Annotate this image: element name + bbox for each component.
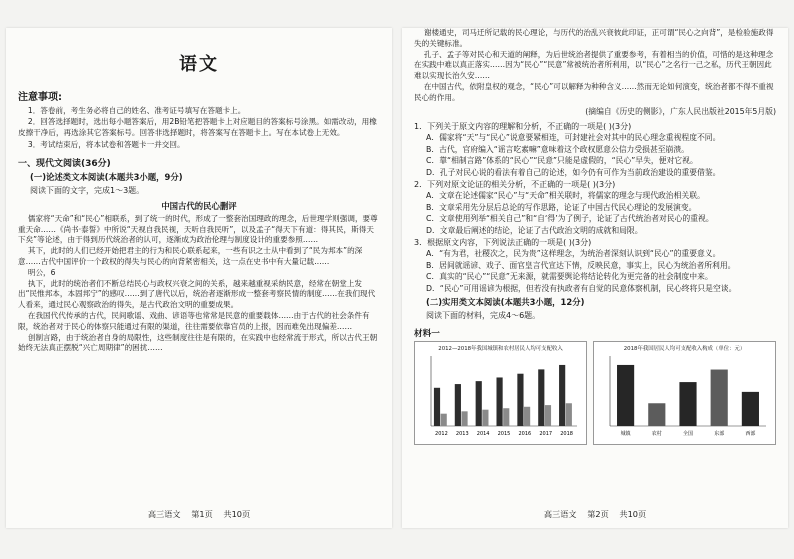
bar [476, 382, 482, 427]
notice-3: 3．考试结束后，将本试卷和答题卡一并交回。 [27, 139, 185, 149]
x-tick-label: 全国 [683, 431, 694, 438]
read-prompt: 阅读下面的文字，完成1～3题。 [30, 185, 145, 195]
bar [559, 365, 565, 426]
bar [455, 385, 461, 427]
footer-page: 第1页 [191, 509, 213, 519]
x-tick-label: 2014 [476, 431, 490, 438]
bar [545, 406, 551, 427]
x-tick-label: 2018 [560, 431, 573, 438]
article-paragraph: 在中国古代，依附皇权的观念，“民心”可以解释为种种含义……然而无论如何演变，统治者都不得不重视民心的作用。 [414, 81, 774, 102]
bar [496, 378, 502, 427]
bar [441, 414, 447, 426]
bar [566, 404, 572, 427]
footer-subject: 高三语文 [147, 509, 181, 519]
x-tick-label: 2013 [455, 431, 469, 438]
question-2-option-d: D．文章最后阐述的结论，论证了古代政治文明的成就和局限。 [426, 225, 643, 235]
read-prompt-2: 阅读下面的材料，完成4～6题。 [426, 311, 541, 321]
question-1-option-c: C．靠“相制言路”体系的“民心”“民意”只能是虚假的，“民心”早失，便对它视。 [426, 156, 698, 166]
x-tick-label: 2012 [435, 431, 448, 438]
bar [434, 388, 440, 426]
question-1-option-d: D．孔子对民心说的看法有着自己的论述，如今仍有可作为当前政治建设的重要借鉴。 [426, 167, 721, 177]
article-paragraph: 创制言路，由于统治者自身的局限性，这些制度往往是有限的，在实践中也经常流于形式，所以古代王朝始终无法真正摆脱“兴亡周期律”的困扰…… [18, 332, 378, 353]
chart-1 [414, 341, 587, 445]
question-3-option-d: D．“民心”可用谣谚为根据，但若没有执政者有自觉的民意体察机制，民心终将只是空谈。 [426, 283, 737, 293]
question-2-option-b: B．文章采用先分层后总论的写作思路，论证了中国古代民心理论的发展演变。 [426, 202, 697, 212]
bar [742, 392, 759, 426]
article-paragraph: 谢楼通史，司马迁所记载的民心理论，与历代的治乱兴衰彼此印证，正可谓“民心之向背”，是检验施政得失的关键标准。 [414, 28, 774, 48]
x-tick-label: 西部 [745, 431, 756, 438]
question-2-stem: 2．下列对原文论证的相关分析，不正确的一项是( )(3分) [414, 179, 616, 189]
question-1-option-a: A．儒家将“天”与“民心”说意要紧相连，可封建社会对其中的民心理念重视程度不同。 [426, 133, 721, 143]
question-2-option-a: A．文章在论述儒家“民心”与“天命”相关联时，将儒家的理念与现代政治相关联。 [426, 191, 705, 201]
notice-2: 2．回答选择题时，选出每小题答案后，用2B铅笔把答题卡上对应题目的答案标号涂黑。如需改动，用橡皮擦干净后，再选涂其它答案标号。回答非选择题时，将答案写在答题卡上。写在本试卷上无效。 [18, 117, 377, 138]
bar [617, 365, 634, 426]
x-tick-label: 2016 [518, 431, 532, 438]
footer-total: 共10页 [223, 509, 251, 519]
material-label: 材料一 [414, 329, 440, 340]
footer-page: 第2页 [587, 509, 609, 519]
article-title: 中国古代的民心删评 [161, 200, 237, 211]
page-footer [402, 509, 788, 520]
subsection-2-heading: (二)实用类文本阅读(本题共3小题，12分) [426, 297, 585, 308]
exam-title: 语文 [179, 54, 219, 75]
chart-2-title: 2018年我国居民人均可支配收入构成（单位：元） [623, 346, 746, 353]
x-tick-label: 东部 [714, 431, 725, 438]
article-paragraph: 儒家将“天命”和“民心”相联系，到了统一的时代，形成了一整套治国理政的理念，后世理学则强调，要尊重天命……《尚书·泰誓》中所说“天视自我民视，天听自我民听”，以及孟子“得天下有道：得其民，斯得天下矣”等论述，由于得到历代统治者的认可，逐渐成为政治伦理与制度设计的重要参照…… [18, 213, 378, 245]
subsection-heading: (一)论述类文本阅读(本题共3小题，9分) [30, 171, 183, 182]
article-paragraph: 执下，此时的统治者们不断总结民心与政权兴衰之间的关系，越来越重视采纳民意，经常在朝堂上发出“民惟邦本，本固邦宁”的感叹……到了唐代以后，统治者逐渐形成一整套考察民情的制度……在我们现代人看来，通过民心观察政治的得失，是古代政治文明的重要成果。 [18, 278, 376, 310]
x-tick-label: 2015 [497, 431, 511, 438]
bar [517, 374, 523, 426]
question-3-stem: 3．根据原文内容，下列说法正确的一项是( )(3分) [414, 237, 592, 247]
bar [679, 383, 696, 427]
article-source: (摘编自《历史的侧影》，广东人民出版社2015年5月版) [585, 106, 776, 116]
chart-area [414, 341, 776, 445]
question-3-option-b: B．居间就谣谚、戏子、面官皇言代宣达下情，反映民意，事实上，民心为统治者所利用。 [426, 260, 736, 270]
right-column [414, 28, 776, 500]
question-1-stem: 1．下列关于原文内容的理解和分析，不正确的一项是( )(3分) [414, 121, 632, 131]
bar [503, 409, 509, 427]
bar [461, 412, 467, 427]
bar [648, 404, 665, 427]
bar [538, 370, 544, 427]
bar [524, 407, 530, 426]
x-tick-label: 城镇 [620, 431, 631, 438]
section-heading: 一、现代文阅读(36分) [18, 158, 111, 169]
x-tick-label: 农村 [651, 431, 662, 438]
question-3-option-c: C．真实的“民心”“民意”无来源，就需要舆论将结论转化为更完备的社会制度中来。 [426, 272, 713, 282]
x-tick-label: 2017 [539, 431, 553, 438]
left-column [18, 28, 380, 500]
question-3-option-a: A．“有为君，社稷次之，民为贵”这样理念，为统治者深刻认识到“民心”的重要意义。 [426, 249, 721, 259]
chart-2 [593, 341, 776, 445]
page-left [6, 28, 392, 528]
article-paragraph: 孔子、孟子等对民心和天道的阐释，为后世统治者提供了重要参考，有着相当的价值，可惜的是这种理念在实践中难以真正落实……因为“民心”“民意”常被统治者所利用，以“民心”之名行一己之私，历代王朝因此难以实现长治久安…… [414, 49, 774, 81]
page-footer [6, 509, 392, 520]
article-paragraph: 在我国代代传承的古代，民间歌谣、戏曲、谚语等也常常是民意的重要载体……由于古代的社会条件有限，统治者对于民心的体察只能通过有限的渠道，往往需要依靠官员的上报，因而难免出现偏差…… [18, 310, 370, 331]
question-1-option-b: B．古代，官府编入“谣言吃素嘛”意味着这个政权愿意公信力受损甚至崩溃。 [426, 144, 689, 154]
article-paragraph: 明公，6 [27, 267, 56, 277]
chart-2-svg [596, 352, 770, 438]
notice-heading: 注意事项: [18, 92, 62, 103]
page-right [402, 28, 788, 528]
footer-subject: 高三语文 [543, 509, 577, 519]
article-paragraph: 其下，此时的人们已经开始把君主的行为和民心联系起来，一些有识之士从中看到了“民为邦本”的深意……古代中国评价一个政权的得失与民心的向背紧密相关，这一点在史书中有大量记载…… [18, 246, 363, 266]
chart-1-svg [417, 352, 581, 438]
notice-1: 1．答卷前，考生务必将自己的姓名、准考证号填写在答题卡上。 [27, 106, 246, 115]
question-2-option-c: C．文章使用列举“相关自己”和“自‘得’为了例子，论证了古代统治者对民心的重视。 [426, 214, 714, 224]
bar [711, 370, 728, 426]
chart-1-title: 2012—2018年我国城镇和农村居民人均可支配收入 [438, 346, 563, 353]
bar [482, 410, 488, 426]
footer-total: 共10页 [619, 509, 647, 519]
